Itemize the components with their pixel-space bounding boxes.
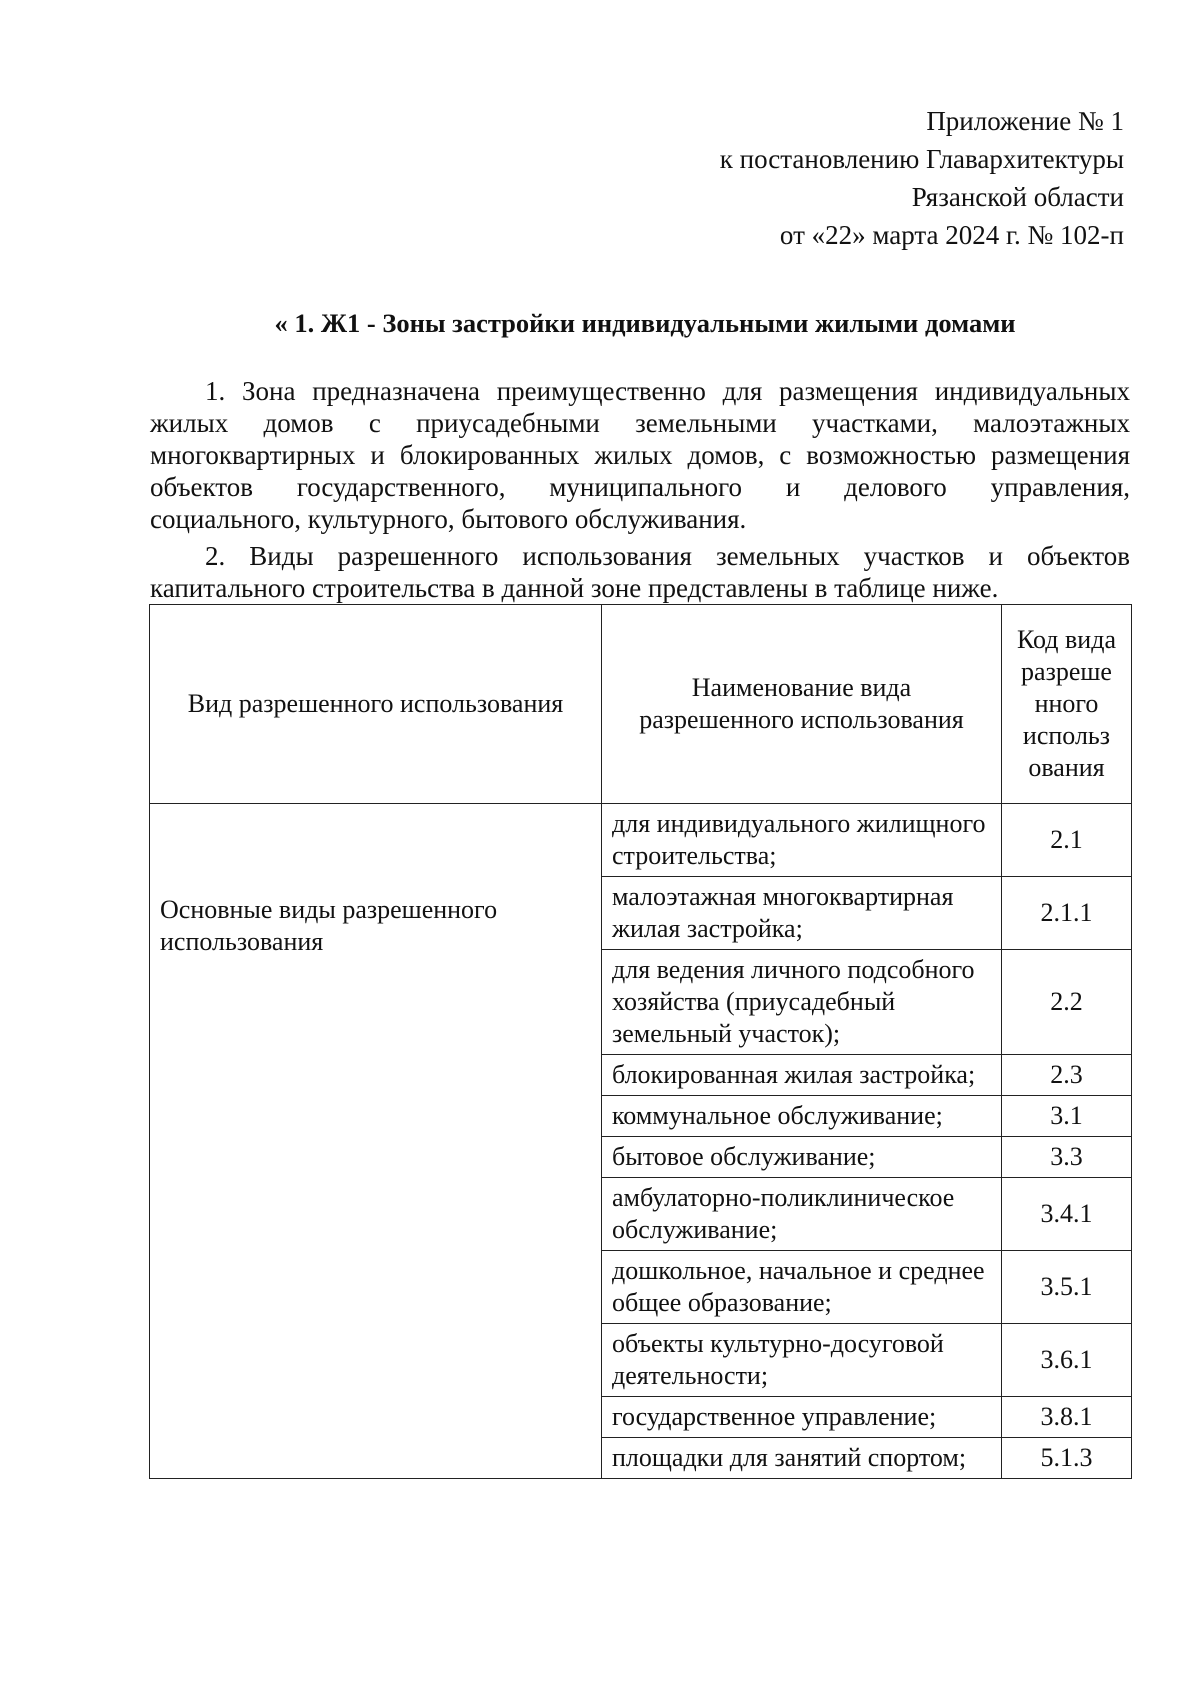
use-name-cell: объекты культурно-досуговой деятельности; <box>602 1324 1002 1397</box>
use-code-cell: 2.2 <box>1002 950 1132 1055</box>
use-code-cell: 2.1.1 <box>1002 877 1132 950</box>
permitted-use-table <box>149 604 1132 1479</box>
use-name-cell: дошкольное, начальное и среднее общее образование; <box>602 1251 1002 1324</box>
table-row <box>150 804 1132 877</box>
header-line-4: от «22» марта 2024 г. № 102-п <box>779 220 1124 250</box>
use-name-cell: амбулаторно-поликлиническое обслуживание; <box>602 1178 1002 1251</box>
use-code-cell: 3.6.1 <box>1002 1324 1132 1397</box>
use-name-cell: государственное управление; <box>602 1397 1002 1438</box>
group-label-cell: Основные виды разрешенного использования <box>150 804 602 1479</box>
use-name-cell: малоэтажная многоквартирная жилая застройка; <box>602 877 1002 950</box>
use-code-cell: 3.3 <box>1002 1137 1132 1178</box>
header-cell-use-name: Наименование вида разрешенного использования <box>602 605 1002 804</box>
use-name-cell: блокированная жилая застройка; <box>602 1055 1002 1096</box>
paragraph-2-line: 2. Виды разрешенного использования земельных участков и объектов <box>205 541 1130 571</box>
paragraph-2-line: капитального строительства в данной зоне представлены в таблице ниже. <box>150 573 999 603</box>
use-code-cell: 3.4.1 <box>1002 1178 1132 1251</box>
header-cell-use-code: Код вида разреше нного использ ования <box>1002 605 1132 804</box>
paragraph-1-line: 1. Зона предназначена преимущественно для размещения индивидуальных <box>205 376 1130 406</box>
paragraph-2 <box>150 540 1130 604</box>
paragraph-1 <box>150 375 1130 535</box>
table-header-row <box>150 605 1132 804</box>
paragraph-1-line: многоквартирных и блокированных жилых домов, с возможностью размещения <box>150 440 1130 470</box>
use-code-cell: 2.3 <box>1002 1055 1132 1096</box>
header-line-3: Рязанской области <box>911 182 1124 212</box>
use-code-cell: 2.1 <box>1002 804 1132 877</box>
use-code-cell: 5.1.3 <box>1002 1438 1132 1479</box>
use-name-cell: для индивидуального жилищного строительства; <box>602 804 1002 877</box>
header-cell-use-type: Вид разрешенного использования <box>150 605 602 804</box>
paragraph-1-line: социального, культурного, бытового обслуживания. <box>150 504 747 534</box>
paragraph-1-line: объектов государственного, муниципального и делового управления, <box>150 472 1130 502</box>
use-name-cell: для ведения личного подсобного хозяйства (приусадебный земельный участок); <box>602 950 1002 1055</box>
use-code-cell: 3.1 <box>1002 1096 1132 1137</box>
appendix-header <box>720 102 1124 254</box>
section-title: « 1. Ж1 - Зоны застройки индивидуальными жилыми домами <box>274 308 1016 338</box>
paragraph-1-line: жилых домов с приусадебными земельными участками, малоэтажных <box>150 408 1130 438</box>
use-name-cell: коммунальное обслуживание; <box>602 1096 1002 1137</box>
use-code-cell: 3.8.1 <box>1002 1397 1132 1438</box>
use-name-cell: бытовое обслуживание; <box>602 1137 1002 1178</box>
header-line-2: к постановлению Главархитектуры <box>719 144 1124 174</box>
use-code-cell: 3.5.1 <box>1002 1251 1132 1324</box>
use-name-cell: площадки для занятий спортом; <box>602 1438 1002 1479</box>
header-line-1: Приложение № 1 <box>926 106 1124 136</box>
